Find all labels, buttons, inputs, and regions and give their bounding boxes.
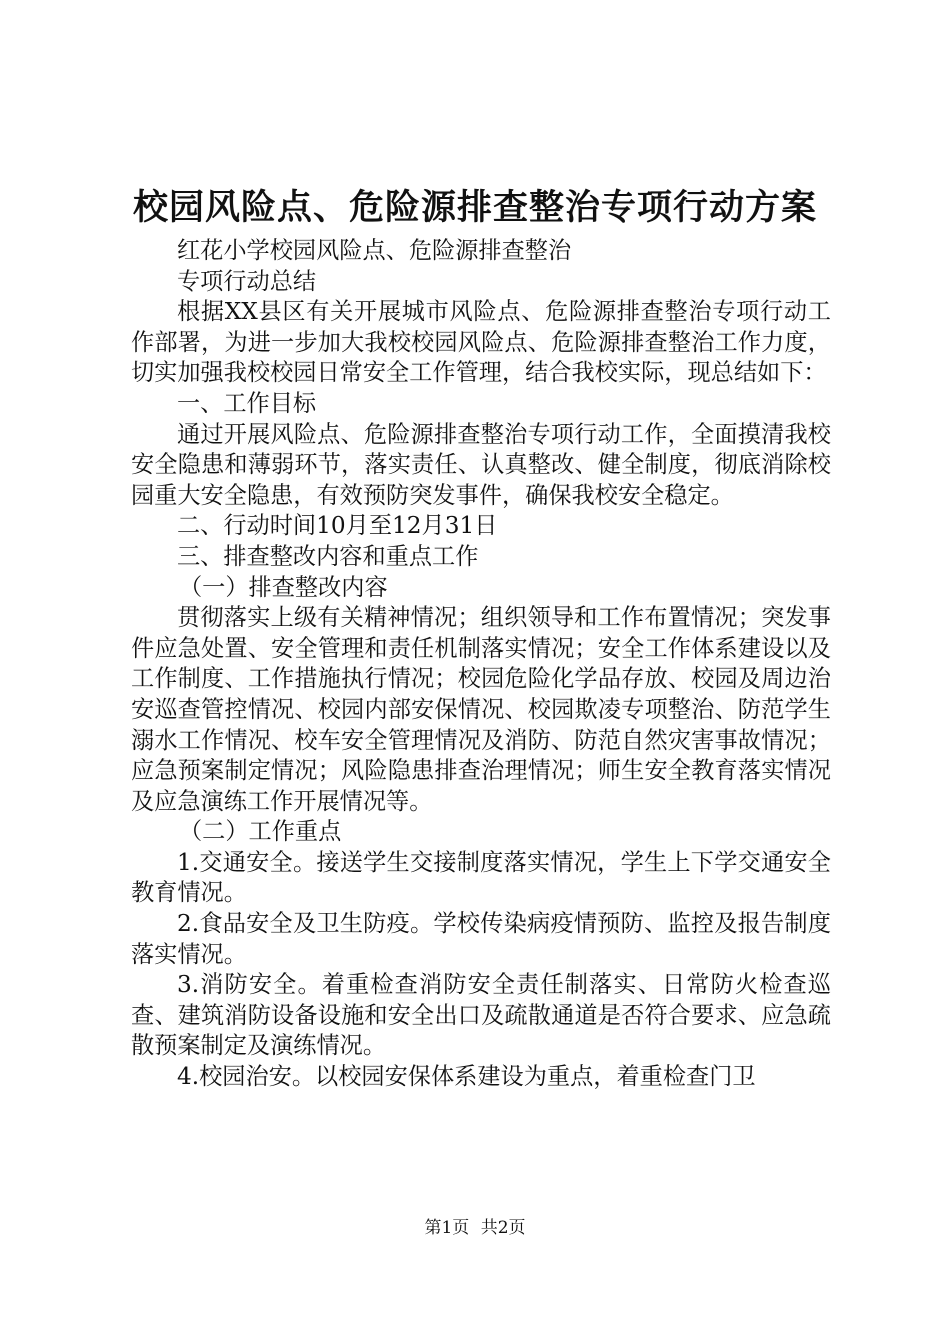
goals-paragraph: 通过开展风险点、危险源排查整治专项行动工作，全面摸清我校安全隐患和薄弱环节，落实责任、认真整改、健全制度，彻底消除校园重大安全隐患，有效预防突发事件，确保我校安全稳定。 — [131, 420, 831, 509]
section-heading-time: 二、行动时间10月至12月31日 — [177, 512, 498, 540]
section-heading-content: 三、排查整改内容和重点工作 — [177, 542, 479, 570]
intro-paragraph: 根据XX县区有关开展城市风险点、危险源排查整治专项行动工作部署，为进一步加大我校校园风险点、危险源排查整治工作力度，切实加强我校校园日常安全工作管理，结合我校实际，现总结如下： — [131, 298, 831, 387]
page-total: 共2页 — [480, 1218, 526, 1238]
subsection-heading-focus: （二）工作重点 — [179, 818, 342, 846]
content-paragraph: 贯彻落实上级有关精神情况；组织领导和工作布置情况；突发事件应急处置、安全管理和责任机制落实情况；安全工作体系建设以及工作制度、工作措施执行情况；校园危险化学品存放、校园及周边治安巡查管控情况、校园内部安保情况、校园欺凌专项整治、防范学生溺水工作情况、校车安全管理情况及消防、防范自然灾害事故情况；应急预案制定情况；风险隐患排查治理情况；师生安全教育落实情况及应急演练工作开展情况等。 — [131, 604, 831, 815]
document-title: 校园风险点、危险源排查整治专项行动方案 — [132, 187, 817, 228]
page-footer — [0, 1216, 950, 1240]
focus-item-traffic: 1.交通安全。接送学生交接制度落实情况，学生上下学交通安全教育情况。 — [131, 848, 831, 907]
focus-item-security: 4.校园治安。以校园安保体系建设为重点，着重检查门卫 — [177, 1063, 756, 1091]
document-body — [131, 236, 831, 1093]
subtitle-line-2: 专项行动总结 — [177, 267, 317, 295]
focus-item-fire: 3.消防安全。着重检查消防安全责任制落实、日常防火检查巡查、建筑消防设备设施和安全出口及疏散通道是否符合要求、应急疏散预案制定及演练情况。 — [131, 971, 831, 1060]
focus-item-food: 2.食品安全及卫生防疫。学校传染病疫情预防、监控及报告制度落实情况。 — [131, 910, 831, 968]
subtitle-line-1: 红花小学校园风险点、危险源排查整治 — [177, 237, 572, 264]
subsection-heading-content: （一）排查整改内容 — [179, 573, 388, 601]
section-heading-goals: 一、工作目标 — [177, 389, 317, 417]
page-number: 第1页 — [424, 1218, 470, 1238]
